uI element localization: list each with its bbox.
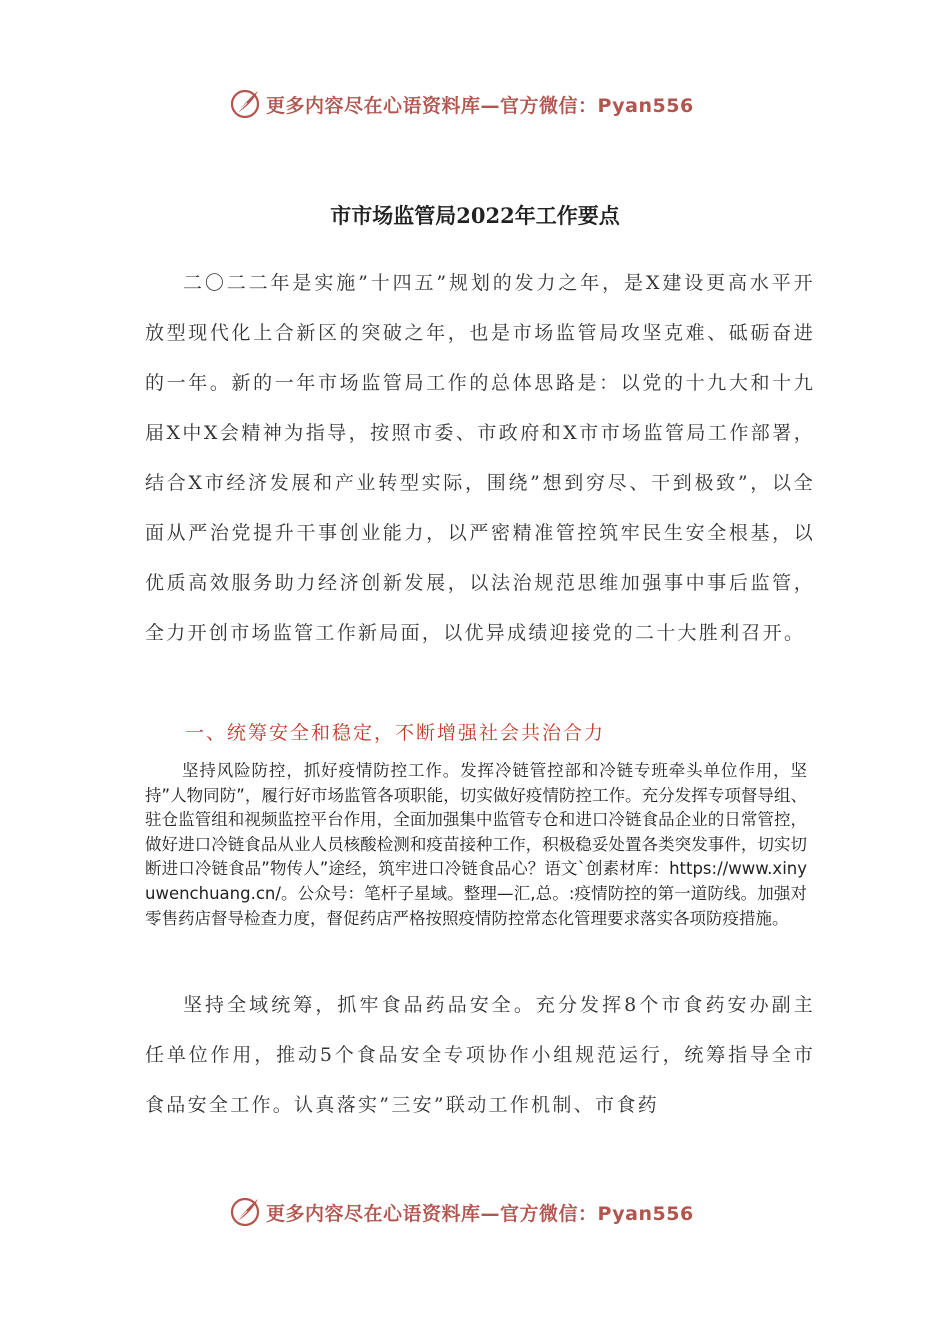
intro-paragraph: 二〇二二年是实施”十四五”规划的发力之年，是X建设更高水平开放型现代化上合新区的突破之年，也是市场监管局攻坚克难、砥砺奋进的一年。新的一年市场监管局工作的总体思路是：以党的十九大和十九届X中X会精神为指导，按照市委、市政府和X市市场监管局工作部署，结合X市经济发展和产业转型实际，围绕”想到穷尽、干到极致”，以全面从严治党提升干事创业能力，以严密精准管控筑牢民生安全根基，以优质高效服务助力经济创新发展，以法治规范思维加强事中事后监管，全力开创市场监管工作新局面，以优异成绩迎接党的二十大胜利召开。 [145, 272, 815, 644]
section-heading: 一、统筹安全和稳定，不断增强社会共治合力 [185, 722, 606, 744]
quill-circle-logo [228, 87, 262, 121]
body-paragraph-food-safety: 坚持全域统筹，抓牢食品药品安全。充分发挥8个市食药安办副主任单位作用，推动5个食品安全专项协作小组规范运行，统筹指导全市食品安全工作。认真落实”三安”联动工作机制、市食药 [145, 994, 815, 1116]
document-title: 市市场监管局2022年工作要点 [330, 203, 620, 228]
banner-text: 更多内容尽在心语资料库—官方微信：Pyan556 [266, 94, 694, 117]
banner-text: 更多内容尽在心语资料库—官方微信：Pyan556 [266, 1202, 694, 1225]
header-banner [228, 84, 694, 124]
body-paragraph-epidemic: 坚持风险防控，抓好疫情防控工作。发挥冷链管控部和冷链专班牵头单位作用，坚持”人物同防”，履行好市场监管各项职能，切实做好疫情防控工作。充分发挥专项督导组、驻仓监管组和视频监控平台作用，全面加强集中监管专仓和进口冷链食品企业的日常管控，做好进口冷链食品从业人员核酸检测和疫苗接种工作，积极稳妥处置各类突发事件，切实切断进口冷链食品”物传人”途经，筑牢进口冷链食品心？语文`创素材库：https://www.xinyuwenchuang.cn/。公众号：笔杆子星域。整理—汇,总。:疫情防控的第一道防线。加强对零售药店督导检查力度，督促药店严格按照疫情防控常态化管理要求落实各项防疫措施。 [145, 761, 807, 928]
footer-banner [228, 1192, 694, 1232]
quill-circle-logo [228, 1195, 262, 1229]
